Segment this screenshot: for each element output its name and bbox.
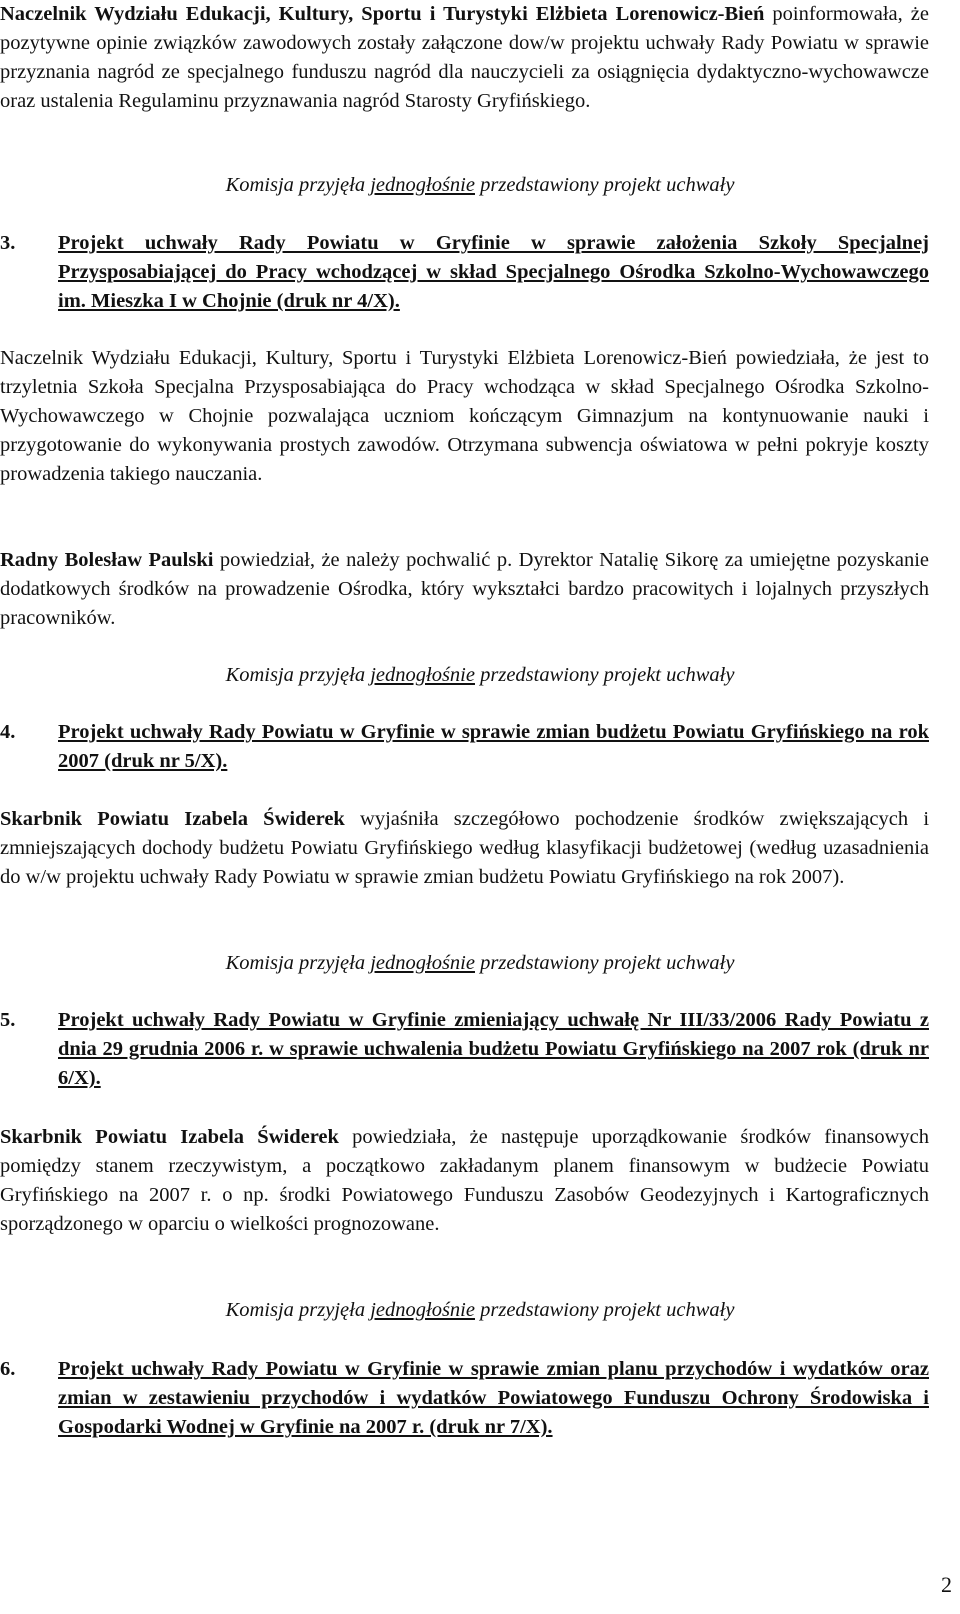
resolution-line-2: Komisja przyjęła jednogłośnie przedstawiony projekt uchwały: [225, 664, 735, 686]
paragraph-text: poinformowała, że pozytywne opinie związków zawodowych zostały załączone dow/w projektu uchwały Rady Powiatu w sprawie przyznania nagród ze specjalnego funduszu nagród dla nauczycieli za osiągnięcia dydaktyczno-wychowawcze oraz ustalenia Regulaminu przyznawania nagród Starosty Gryfińskiego.: [0, 3, 929, 112]
resolution-emphasis: jednogłośnie: [370, 664, 475, 686]
agenda-item-title: Projekt uchwały Rady Powiatu w Gryfinie w sprawie zmian budżetu Powiatu Gryfińskiego na rok 2007 (druk nr 5/X).: [58, 721, 929, 772]
speaker-name: Skarbnik Powiatu Izabela Świderek: [0, 808, 345, 830]
resolution-line-3: Komisja przyjęła jednogłośnie przedstawiony projekt uchwały: [225, 952, 735, 974]
paragraph-text: powiedziała, że następuje uporządkowanie środków finansowych pomiędzy stanem rzeczywistym, a początkowo zakładanym planem finansowym w budżecie Powiatu Gryfińskiego na 2007 r. o np. środki Powiatowego Funduszu Zasobów Geodezyjnych i Kartograficznych sporządzonego w oparciu o wielkości prognozowane.: [0, 1126, 930, 1235]
agenda-item-3: [0, 229, 929, 316]
paragraph-budzet: [0, 805, 929, 892]
agenda-item-4: [0, 718, 929, 776]
agenda-item-number: 5.: [0, 1009, 16, 1031]
agenda-item-number: 6.: [0, 1358, 16, 1380]
paragraph-text: wyjaśniła szczegółowo pochodzenie środków zwiększających i zmniejszających dochody budżetu Powiatu Gryfińskiego według klasyfikacji budżetowej (według uzasadnienia do w/w projektu uchwały Rady Powiatu w sprawie zmian budżetu Powiatu Gryfińskiego na rok 2007).: [0, 808, 930, 888]
agenda-item-title: Projekt uchwały Rady Powiatu w Gryfinie w sprawie założenia Szkoły Specjalnej Przysposabiającej do Pracy wchodzącej w skład Specjalnego Ośrodka Szkolno-Wychowawczego im. Mieszka I w Chojnie (druk nr 4/X).: [58, 232, 929, 312]
resolution-emphasis: jednogłośnie: [370, 1299, 475, 1321]
page-number: 2: [941, 1572, 952, 1597]
paragraph-fundusz: [0, 1123, 929, 1239]
paragraph-paulski: [0, 546, 929, 633]
agenda-item-6: [0, 1355, 929, 1442]
agenda-item-title: Projekt uchwały Rady Powiatu w Gryfinie w sprawie zmian planu przychodów i wydatków oraz zmian w zestawieniu przychodów i wydatków Powiatowego Funduszu Ochrony Środowiska i Gospodarki Wodnej w Gryfinie na 2007 r. (druk nr 7/X).: [58, 1358, 929, 1438]
resolution-emphasis: jednogłośnie: [370, 174, 475, 196]
agenda-item-title: Projekt uchwały Rady Powiatu w Gryfinie zmieniający uchwałę Nr III/33/2006 Rady Powiatu z dnia 29 grudnia 2006 r. w sprawie uchwalenia budżetu Powiatu Gryfińskiego na 2007 rok (druk nr 6/X).: [58, 1009, 929, 1089]
speaker-name: Naczelnik Wydziału Edukacji, Kultury, Sportu i Turystyki Elżbieta Lorenowicz-Bień: [0, 3, 765, 25]
resolution-line-4: Komisja przyjęła jednogłośnie przedstawiony projekt uchwały: [225, 1299, 735, 1321]
paragraph-text: Naczelnik Wydziału Edukacji, Kultury, Sportu i Turystyki Elżbieta Lorenowicz-Bień powiedziała, że jest to trzyletnia Szkoła Specjalna Przysposabiająca do Pracy wchodząca w skład Specjalnego Ośrodka Szkolno-Wychowawczego w Chojnie pozwalająca uczniom kończącym Gimnazjum na kontynuowanie nauki i przygotowanie do wykonywania prostych zawodów. Otrzymana subwencja oświatowa w pełni pokryje koszty prowadzenia takiego nauczania.: [0, 347, 929, 485]
speaker-name: Radny Bolesław Paulski: [0, 549, 214, 571]
paragraph-szkola: [0, 344, 929, 489]
resolution-emphasis: jednogłośnie: [370, 952, 475, 974]
speaker-name: Skarbnik Powiatu Izabela Świderek: [0, 1126, 339, 1148]
agenda-item-5: [0, 1006, 929, 1093]
agenda-item-number: 3.: [0, 232, 16, 254]
paragraph-nagrody: [0, 0, 929, 116]
agenda-item-number: 4.: [0, 721, 16, 743]
resolution-line-1: Komisja przyjęła jednogłośnie przedstawiony projekt uchwały: [225, 174, 735, 196]
paragraph-text: powiedział, że należy pochwalić p. Dyrektor Natalię Sikorę za umiejętne pozyskanie dodatkowych środków na prowadzenie Ośrodka, który wykształci bardzo pracowitych i lojalnych przyszłych pracowników.: [0, 549, 929, 629]
